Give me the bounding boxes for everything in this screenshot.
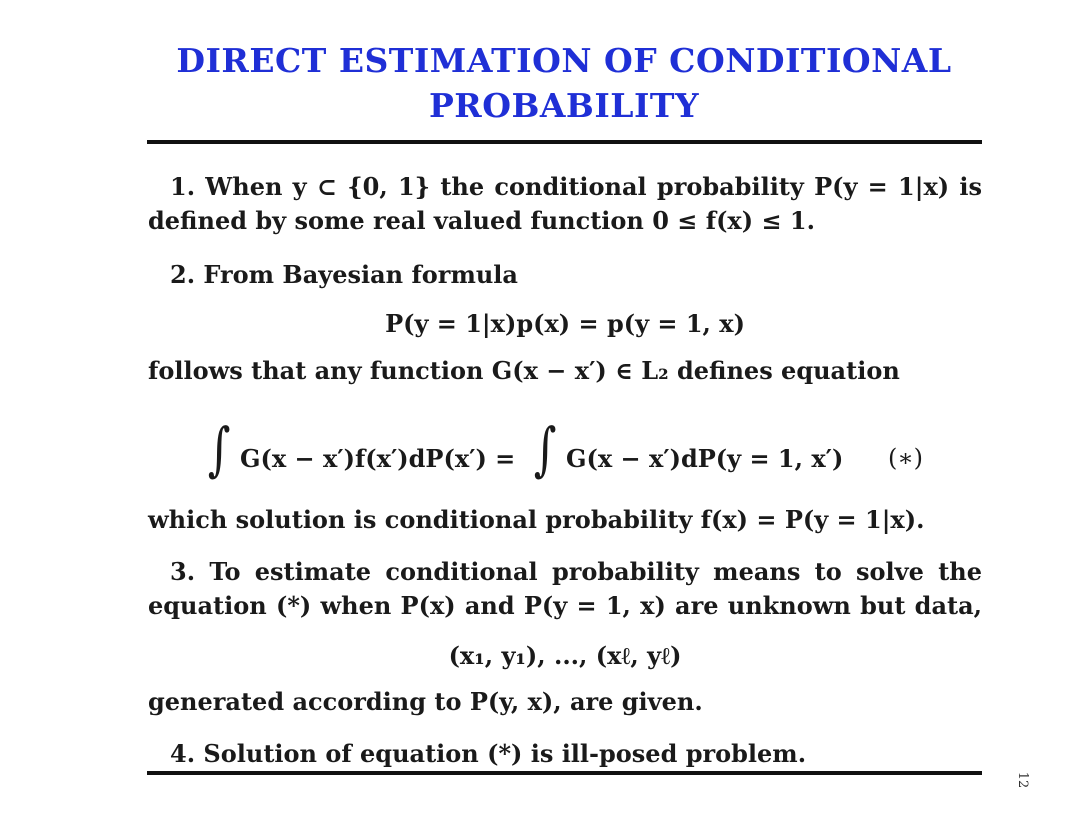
item-4-line-1: 4. Solution of equation (*) is ill-posed problem. [170,739,807,768]
item-3-line-1: 3. To estimate conditional probability means to solve the [170,557,982,586]
item-2-line-3: which solution is conditional probability f(x) = P(y = 1|x). [148,505,925,534]
item-2-line-1: 2. From Bayesian formula [170,260,518,289]
item-1-line-2: defined by some real valued function 0 ≤ f(x) ≤ 1. [148,206,815,235]
data-sequence: (x₁, y₁), ..., (xℓ, yℓ) [448,641,682,670]
slide-title-line-2: PROBABILITY [428,86,700,125]
integral-sign-right: ∫ [533,415,557,483]
item-3-line-2: equation (*) when P(x) and P(y = 1, x) are unknown but data, [148,591,982,620]
integral-rhs: G(x − x′)dP(y = 1, x′) [566,444,844,473]
slide-title [148,38,980,128]
item-1-line-1: 1. When y ⊂ {0, 1} the conditional probability P(y = 1|x) is [170,172,982,201]
equation-tag: (∗) [888,444,924,472]
item-3-line-3: generated according to P(y, x), are given. [148,687,703,716]
item-2-line-2: follows that any function G(x − x′) ∈ L₂ defines equation [148,356,900,385]
bayes-equation: P(y = 1|x)p(x) = p(y = 1, x) [385,309,745,338]
integral-lhs: G(x − x′)f(x′)dP(x′) = [240,444,516,473]
bottom-rule [147,771,982,775]
integral-sign-left: ∫ [207,415,231,483]
slide-title-line-1: DIRECT ESTIMATION OF CONDITIONAL [176,41,952,80]
top-rule [147,140,982,144]
page-number: 12 [1015,771,1030,789]
